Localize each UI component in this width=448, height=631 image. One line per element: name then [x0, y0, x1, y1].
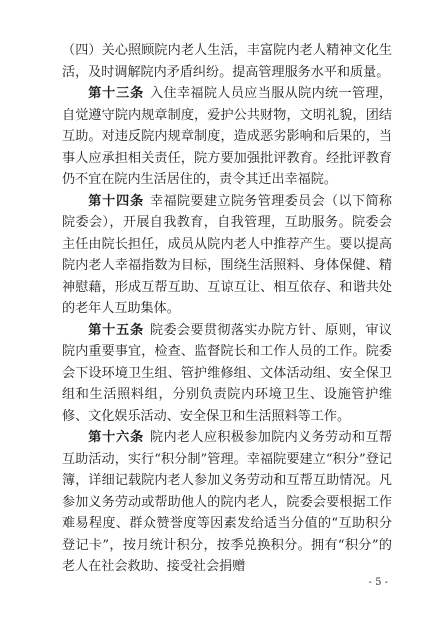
article-13	[62, 83, 392, 191]
article-14	[62, 191, 392, 320]
article-15	[62, 320, 392, 428]
paragraph-item-4	[62, 40, 392, 83]
article-number: 第十四条	[88, 193, 145, 209]
paragraph-text: 院委会要贯彻落实办院方针、原则，审议院内重要事宜，检查、监督院长和工作人员的工作。院委会下设环境卫生组、管护维修组、文体活动组、安全保卫组和生活照料组，分别负责院内环境卫生、设施管护维修、文化娱乐活动、安全保卫和生活照料等工作。	[62, 322, 393, 424]
paragraph-text: （四）关心照顾院内老人生活，丰富院内老人精神文化生活，及时调解院内矛盾纠纷。提高管理服务水平和质量。	[62, 43, 392, 80]
paragraph-text: 院内老人应积极参加院内义务劳动和互帮互助活动，实行“积分制”管理。幸福院要建立“积分”登记簿，详细记载院内老人参加义务劳动和互帮互助情况。凡参加义务劳动或帮助他人的院内老人，院委会要根据工作难易程度、群众赞誉度等因素发给适当分值的“互助积分登记卡”，按月统计积分，按季兑换积分。拥有“积分”的老人在社会救助、接受社会捐赠	[62, 430, 393, 574]
paragraph-text: 幸福院要建立院务管理委员会（以下简称院委会），开展自我教育，自我管理，互助服务。院委会主任由院长担任，成员从院内老人中推荐产生。要以提高院内老人幸福指数为目标，围绕生活照料、身体保健、精神慰藉，形成互帮互助、互谅互让、相互依存、和谐共处的老年人互助集体。	[62, 193, 393, 316]
body-text	[62, 40, 392, 578]
page-number: - 5 -	[368, 577, 388, 588]
article-number: 第十三条	[88, 86, 145, 101]
article-number: 第十六条	[88, 430, 145, 445]
article-16	[62, 427, 392, 578]
article-number: 第十五条	[88, 322, 145, 338]
paragraph-text: 入住幸福院人员应当服从院内统一管理，自觉遵守院内规章制度，爱护公共财物，文明礼貌，团结互助。对违反院内规章制度，造成恶劣影响和后果的，当事人应承担相关责任，院方要加强批评教育。经批评教育仍不宜在院内生活居住的，责令其迁出幸福院。	[62, 86, 393, 187]
